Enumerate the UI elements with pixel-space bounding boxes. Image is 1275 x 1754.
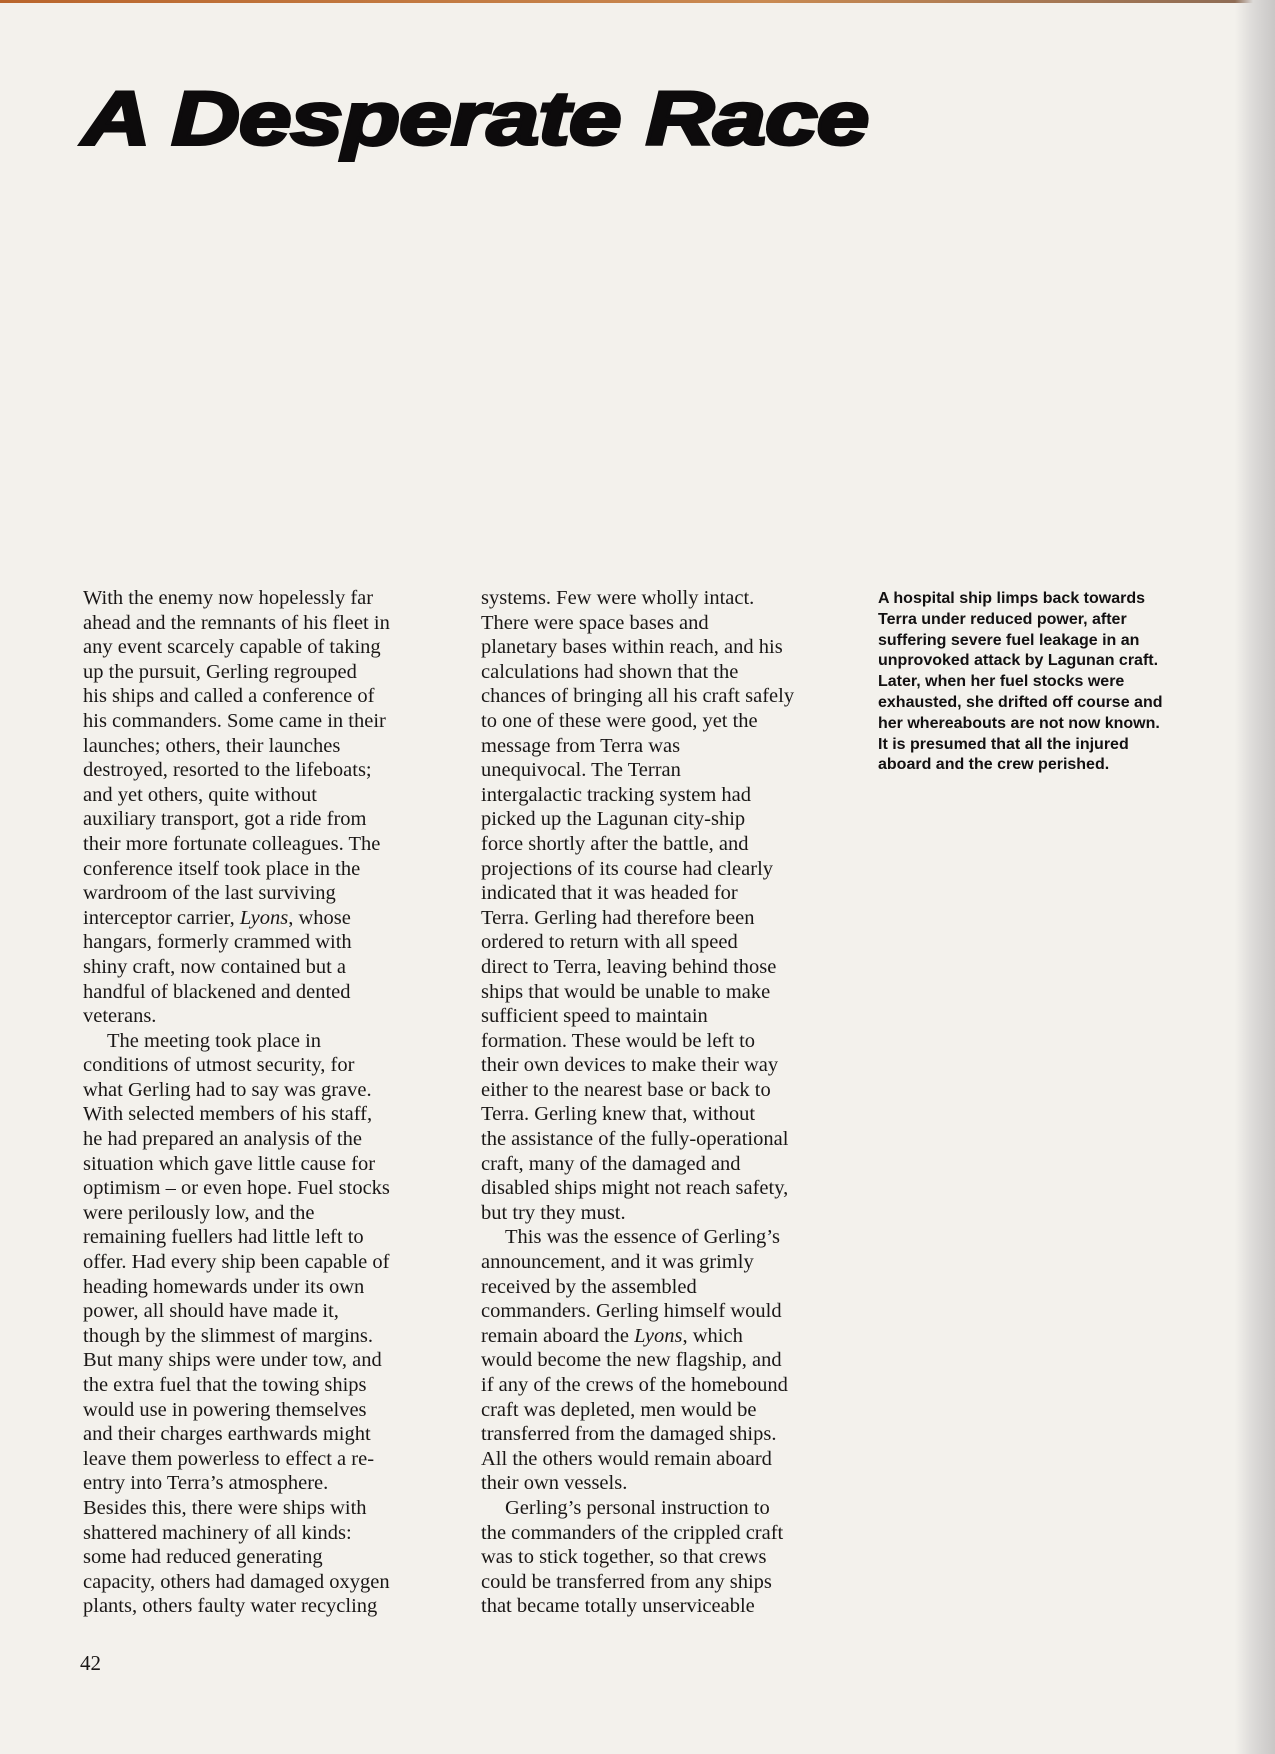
paragraph-2: The meeting took place in conditions of utmost security, for what Gerling had to say was grave. With selected members of his staff, he had prepared an analysis of the situation which gave little cause for optimism – or even hope. Fuel stocks were perilously low, and the remaining fuellers had little left to offer. Had every ship been capable of heading homewards under its own power, all should have made it, though by the slimmest of margins. But many ships were under tow, and the extra fuel that the towing ships would use in powering themselves and their charges earthwards might leave them powerless to effect a re- entry into Terra’s atmosphere. Besides this, there were ships with shattered machinery of all kinds: some had reduced generating capacity, others had damaged oxygen plants, others faulty water recycling — [83, 1029, 390, 1618]
paragraph-1 — [83, 586, 413, 1029]
article-column-2 — [481, 586, 821, 1619]
page-gutter-shadow — [1235, 0, 1275, 1754]
paragraph-4-text: This was the essence of Gerling’s announcement, and it was grimly received by the assembled commanders. Gerling himself would remain aboard the — [481, 1226, 782, 1347]
page-top-edge — [0, 0, 1275, 3]
paragraph-1-text-continued: , whose hangars, formerly crammed with shiny craft, now contained but a handful of blackened and dented veterans. — [83, 906, 352, 1028]
page-title: A Desperate Race — [82, 75, 869, 162]
ship-name-italic: Lyons — [239, 906, 289, 929]
page-number: 42 — [80, 1651, 101, 1675]
paragraph-5: Gerling’s personal instruction to the commanders of the crippled craft was to stick together, so that crews could be transferred from any ships that became totally unserviceable — [481, 1496, 784, 1618]
paragraph-3: systems. Few were wholly intact. There were space bases and planetary bases within reach, and his calculations had shown that the chances of bringing all his craft safely to one of these were good, yet the message from Terra was unequivocal. The Terran intergalactic tracking system had picked up the Lagunan city-ship force shortly after the battle, and projections of its course had clearly indicated that it was headed for Terra. Gerling had therefore been ordered to return with all speed direct to Terra, leaving behind those ships that would be unable to make sufficient speed to maintain formation. These would be left to their own devices to make their way either to the nearest base or back to Terra. Gerling knew that, without the assistance of the fully-operational craft, many of the damaged and disabled ships might not reach safety, but try they must. — [481, 587, 795, 1224]
article-column-1 — [83, 586, 413, 1619]
paragraph-1-text: With the enemy now hopelessly far ahead and the remnants of his fleet in any event scarcely capable of taking up the pursuit, Gerling regrouped his ships and called a conference of his commanders. Some came in their launches; others, their launches destroyed, resorted to the lifeboats; and yet others, quite without auxiliary transport, got a ride from their more fortunate colleagues. The conference itself took place in the wardroom of the last surviving interceptor carrier, — [83, 587, 390, 929]
ship-name-italic: Lyons — [634, 1324, 683, 1347]
paragraph-4 — [481, 1225, 821, 1496]
paragraph-4-text-continued: , which would become the new flagship, and if any of the crews of the homebound craft was depleted, men would be transferred from the damaged ships. All the others would remain aboard their own vessels. — [481, 1324, 788, 1495]
image-caption: A hospital ship limps back towards Terra under reduced power, after suffering severe fuel leakage in an unprovoked attack by Lagunan craft. Later, when her fuel stocks were exhausted, she drifted off course and her whereabouts are not now known. It is presumed that all the injured aboard and the crew perished. — [878, 590, 1163, 774]
